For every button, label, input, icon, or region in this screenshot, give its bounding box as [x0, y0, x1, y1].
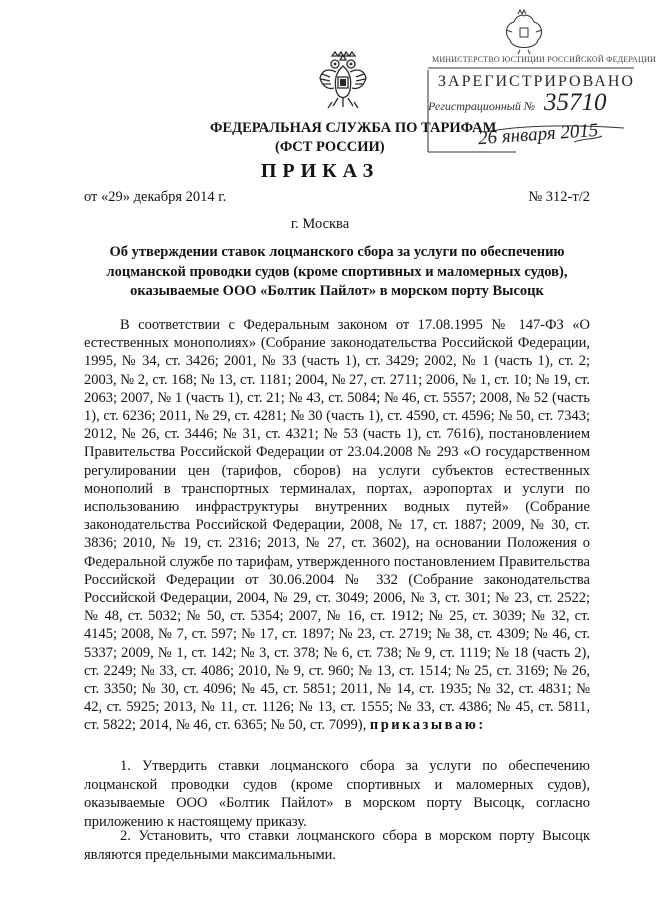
order-item-2: 2. Установить, что ставки лоцманского сбора в морском порту Высоцк являются предельными максимальными. — [84, 828, 590, 863]
stamp-status: ЗАРЕГИСТРИРОВАНО — [438, 73, 635, 90]
order-date: от «29» декабря 2014 г. — [84, 189, 227, 205]
russian-coat-of-arms-icon — [318, 50, 368, 112]
stamp-handwritten-date: 26 января 2015 — [477, 119, 600, 150]
agency-abbreviation: (ФСТ РОССИИ) — [275, 139, 385, 155]
document-type: ПРИКАЗ — [260, 160, 380, 182]
stamp-registration-number: 35710 — [544, 89, 607, 116]
order-item-1: 1. Утвердить ставки лоцманского сбора за услуги по обеспечению лоцманской проводки судов (кроме спортивных и маломерных судов), оказываемые ООО «Болтик Пайлот» в морском порту Высоцк, согласно приложению к настоящему приказу. — [84, 758, 590, 830]
preamble-text: В соответствии с Федеральным законом от 17.08.1995 № 147-ФЗ «О естественных монополиях» (Собрание законодательства Российской Федерации, 1995, № 34, ст. 3426; 2001, № 33 (часть 1), ст. 3429; 2002, № 1 (часть 1), ст. 2; 2003, № 2, ст. 168; № 13, ст. 1181; 2004, № 27, ст. 2711; 2006, № 1, ст. 10; № 19, ст. 2063; 2007, № 1 (часть 1), ст. 21; № 43, ст. 5084; № 46, ст. 5557; 2008, № 52 (часть 1), ст. 6236; 2011, № 29, ст. 4281; № 30 (часть 1), ст. 4590, ст. 4596; № 50, ст. 7343; 2012, № 26, ст. 3446; № 31, ст. 4321; № 53 (часть 1), ст. 7616), постановлением Правительства Российской Федерации от 23.04.2008 № 293 «О государственном регулировании цен (тарифов, сборов) на услуги субъектов естественных монополий в транспортных терминалах, портах, аэропортах и услуги по использованию инфраструктуры внутренних водных путей» (Собрание законодательства Российской Федерации, 2008, № 17, ст. 1887; 2009, № 30, ст. 3836; 2010, № 19, ст. 2316; 2013, № 27, ст. 3602), на основании Положения о Федеральной службе по тарифам, утвержденного постановлением Правительства Российской Федерации от 30.06.2004 № 332 (Собрание законодательства Российской Федерации, 2004, № 29, ст. 3049; 2006, № 3, ст. 301; № 23, ст. 2522; № 48, ст. 5032; № 50, ст. 5354; 2007, № 16, ст. 1912; № 25, ст. 3039; № 32, ст. 4145; 2008, № 7, ст. 597; № 17, ст. 1897; № 23, ст. 2719; № 38, ст. 4309; № 46, ст. 5337; 2009, № 1, ст. 142; № 3, ст. 378; № 6, ст. 738; № 9, ст. 1119; № 18 (часть 2), ст. 2249; № 33, ст. 4086; 2010, № 9, ст. 960; № 13, ст. 1514; № 25, ст. 3169; № 26, ст. 3350; № 30, ст. 4096; № 45, ст. 5851; 2011, № 14, ст. 1935; № 32, ст. 4831; № 42, ст. 5925; 2013, № 11, ст. 1126; № 13, ст. 1555; № 33, ст. 4386; № 45, ст. 5811, ст. 5822; 2014, № 46, ст. 6365; № 50, ст. 7099), — [84, 317, 590, 734]
order-number: № 312-т/2 — [528, 189, 590, 205]
stamp-registration-label: Регистрационный № — [428, 99, 536, 113]
stamp-ministry-name: МИНИСТЕРСТВО ЮСТИЦИИ РОССИЙСКОЙ ФЕДЕРАЦИИ — [432, 55, 656, 64]
document-title: Об утверждении ставок лоцманского сбора за услуги по обеспечению лоцманской проводки судов (кроме спортивных и маломерных судов), оказываемые ООО «Болтик Пайлот» в морском порту Высоцк — [106, 244, 568, 299]
agency-name: ФЕДЕРАЛЬНАЯ СЛУЖБА ПО ТАРИФАМ — [210, 120, 497, 136]
city: г. Москва — [290, 216, 350, 232]
preamble-paragraph — [84, 316, 590, 735]
decree-word: приказываю: — [369, 717, 486, 734]
